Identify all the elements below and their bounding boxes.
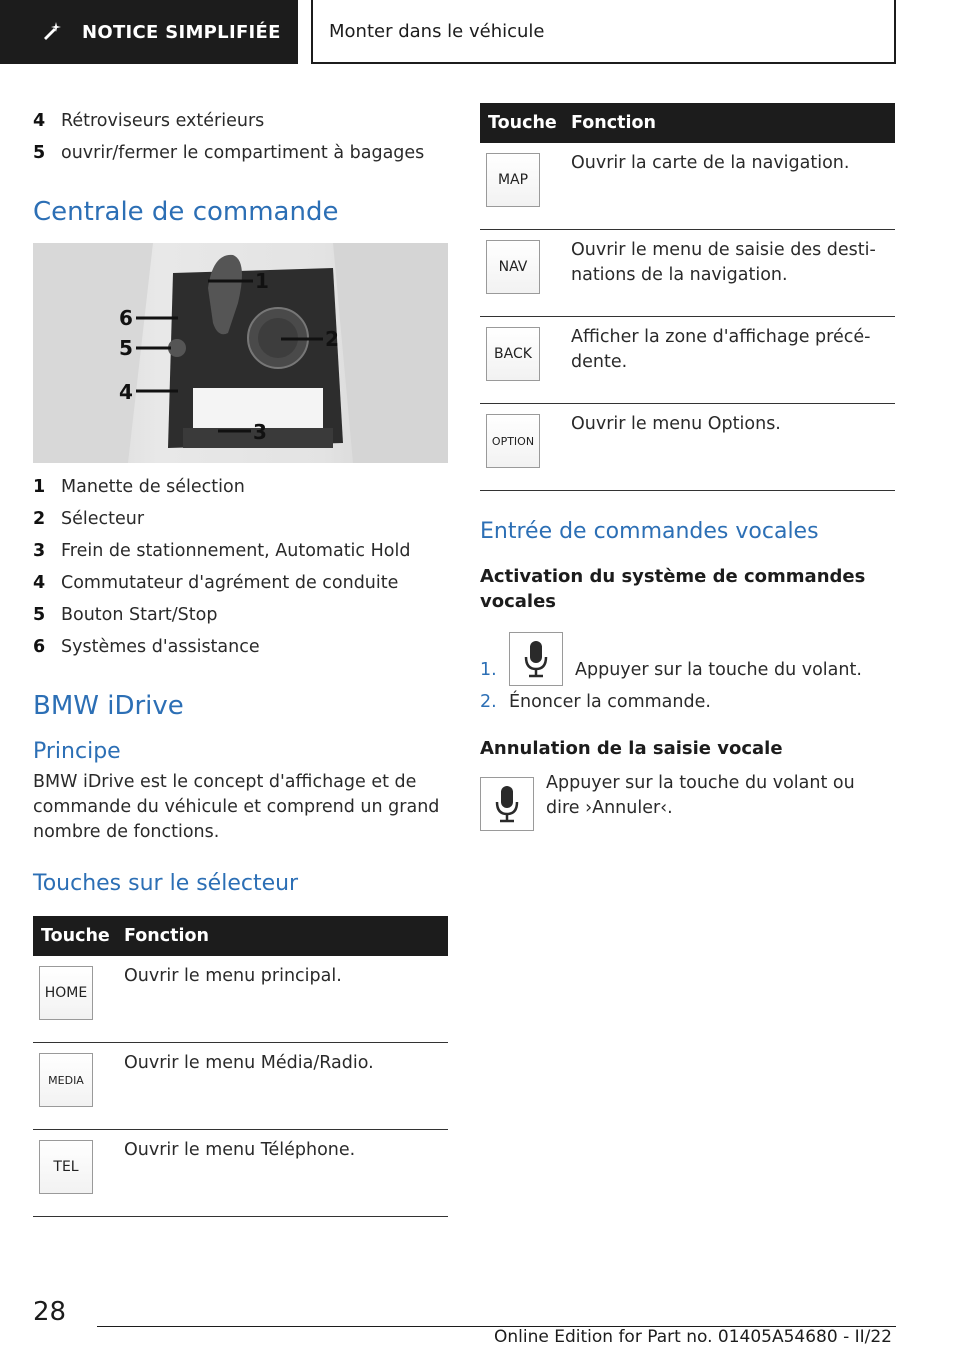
footer-edition: Online Edition for Part no. 01405A54680 - II/22 <box>493 1327 892 1347</box>
voice-steps <box>480 632 895 718</box>
left-key-table <box>33 916 448 1217</box>
list-item: 2 Sélecteur <box>33 509 145 529</box>
column-header: Fonction <box>563 103 895 143</box>
centrale-list <box>33 471 448 663</box>
callout-label: 4 <box>119 380 133 404</box>
function-text: Afficher la zone d'affichage précé-dente. <box>563 317 895 404</box>
function-text: Ouvrir la carte de la navigation. <box>563 143 895 230</box>
centrale-heading: Centrale de commande <box>33 197 339 227</box>
nav-key-icon: NAV <box>486 240 540 294</box>
tel-key-icon: TEL <box>39 1140 93 1194</box>
sparkle-icon <box>40 20 64 44</box>
list-item: 4 Rétroviseurs extérieurs <box>33 111 265 131</box>
column-header: Touche <box>33 916 116 956</box>
back-key-icon: BACK <box>486 327 540 381</box>
table-row <box>33 956 448 1043</box>
column-header: Touche <box>480 103 563 143</box>
page-number: 28 <box>33 1297 67 1327</box>
table-row <box>480 230 895 317</box>
list-item: 3 Frein de stationnement, Automatic Hold <box>33 541 411 561</box>
option-key-icon: OPTION <box>486 414 540 468</box>
function-text: Ouvrir le menu Média/Radio. <box>116 1043 448 1130</box>
function-text: Ouvrir le menu Téléphone. <box>116 1130 448 1217</box>
callout-label: 6 <box>119 306 133 330</box>
list-item: 5 ouvrir/fermer le compartiment à bagages <box>33 143 425 163</box>
touches-heading: Touches sur le sélecteur <box>33 871 299 896</box>
left-column <box>33 105 448 1217</box>
header-tab-label: NOTICE SIMPLIFIÉE <box>82 21 281 43</box>
function-text: Ouvrir le menu Options. <box>563 404 895 491</box>
callout-label: 2 <box>325 327 339 351</box>
right-key-table <box>480 103 895 491</box>
table-row <box>33 1130 448 1217</box>
home-key-icon: HOME <box>39 966 93 1020</box>
header-tab <box>0 0 298 64</box>
table-row <box>480 143 895 230</box>
principe-heading: Principe <box>33 739 121 764</box>
voice-heading: Entrée de commandes vocales <box>480 519 819 544</box>
right-column <box>480 103 895 831</box>
callout-label: 5 <box>119 336 133 360</box>
list-item: 5 Bouton Start/Stop <box>33 605 218 625</box>
table-row <box>480 317 895 404</box>
cancel-block <box>480 771 895 831</box>
callout-label: 1 <box>255 269 269 293</box>
cancel-heading: Annulation de la saisie vocale <box>480 738 783 759</box>
map-key-icon: MAP <box>486 153 540 207</box>
microphone-icon <box>480 777 534 831</box>
top-list <box>33 105 448 169</box>
media-key-icon: MEDIA <box>39 1053 93 1107</box>
table-row <box>33 1043 448 1130</box>
list-item: 6 Systèmes d'assistance <box>33 637 260 657</box>
principe-text: BMW iDrive est le concept d'affichage et de commande du véhicule et comprend un grand nombre de fonctions. <box>33 772 440 842</box>
function-text: Ouvrir le menu de saisie des desti-nations de la navigation. <box>563 230 895 317</box>
idrive-heading: BMW iDrive <box>33 691 184 721</box>
column-header: Fonction <box>116 916 448 956</box>
console-photo <box>33 243 448 463</box>
list-item: 4 Commutateur d'agrément de conduite <box>33 573 399 593</box>
list-item: 1 Manette de sélection <box>33 477 245 497</box>
table-row <box>480 404 895 491</box>
callout-label: 3 <box>253 420 267 444</box>
header-section-title: Monter dans le véhicule <box>311 0 896 64</box>
microphone-icon <box>509 632 563 686</box>
list-item: 2. Énoncer la commande. <box>480 692 711 712</box>
function-text: Ouvrir le menu principal. <box>116 956 448 1043</box>
cancel-text: Appuyer sur la touche du volant ou dire ›Annuler‹. <box>546 773 855 818</box>
activation-heading: Activation du système de commandes vocales <box>480 566 866 612</box>
list-item: 1. Appuyer sur la touche du volant. <box>480 632 895 686</box>
